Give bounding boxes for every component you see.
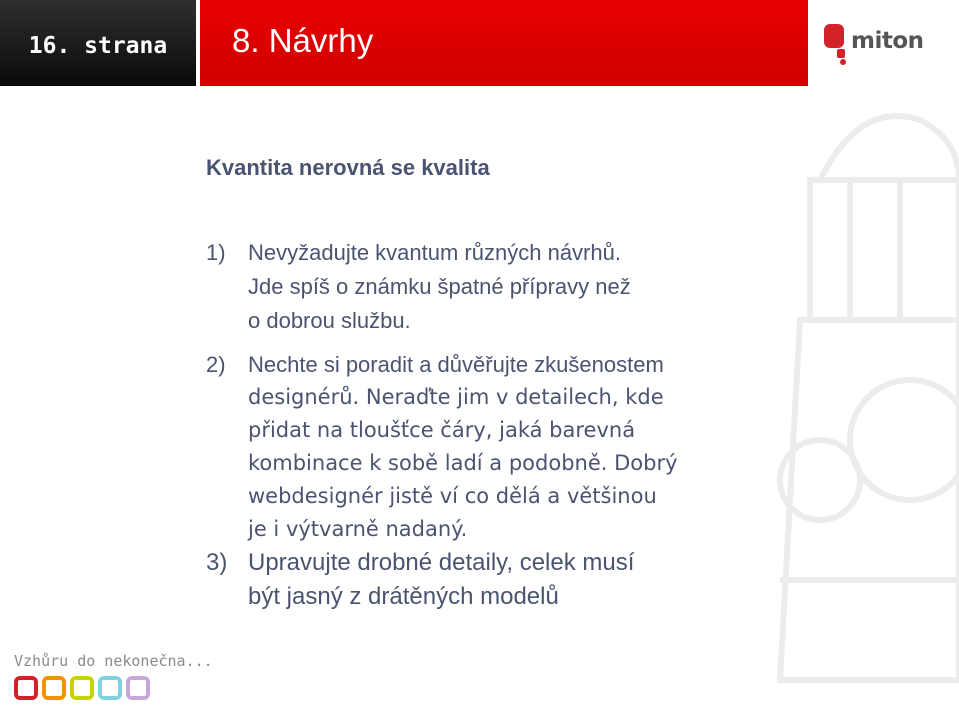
text-line: webdesignér jistě ví co dělá a většinou <box>248 484 657 508</box>
lighthouse-watermark-icon <box>760 60 959 719</box>
text-line: Nechte si poradit a důvěřujte zkušenostem <box>248 352 664 377</box>
color-square-icon <box>42 676 66 700</box>
list-item-text <box>248 546 634 614</box>
text-line: přidat na tloušťce čáry, jaká barevná <box>248 418 636 442</box>
page-number-tab <box>0 0 196 86</box>
list-item-number: 3) <box>206 549 228 576</box>
color-square-icon <box>70 676 94 700</box>
title-bar <box>200 0 808 86</box>
list-item-number: 1) <box>206 240 226 265</box>
text-line: Nevyžadujte kvantum různých návrhů. <box>248 240 621 265</box>
slide-title: 8. Návrhy <box>232 22 374 59</box>
color-square-icon <box>126 676 150 700</box>
list-item-text <box>248 236 631 338</box>
section-heading: Kvantita nerovná se kvalita <box>206 155 490 180</box>
color-square-icon <box>14 676 38 700</box>
logo-text: miton <box>851 28 924 54</box>
text-line: kombinace k sobě ladí a podobně. Dobrý <box>248 451 678 475</box>
text-line: designérů. Neraďte jim v detailech, kde <box>248 385 664 409</box>
text-line: je i výtvarně nadaný. <box>248 517 468 541</box>
page-number-label: 16. strana <box>28 33 168 59</box>
footer-tagline: Vzhůru do nekonečna... <box>14 652 213 670</box>
text-line: Upravujte drobné detaily, celek musí <box>248 549 635 576</box>
color-squares <box>14 676 150 700</box>
list-item-text <box>248 348 678 546</box>
text-line: Jde spíš o známku špatné přípravy než <box>248 274 631 299</box>
color-square-icon <box>98 676 122 700</box>
text-line: o dobrou službu. <box>248 308 411 333</box>
text-line: být jasný z drátěných modelů <box>248 583 559 610</box>
list-item-number: 2) <box>206 352 226 377</box>
